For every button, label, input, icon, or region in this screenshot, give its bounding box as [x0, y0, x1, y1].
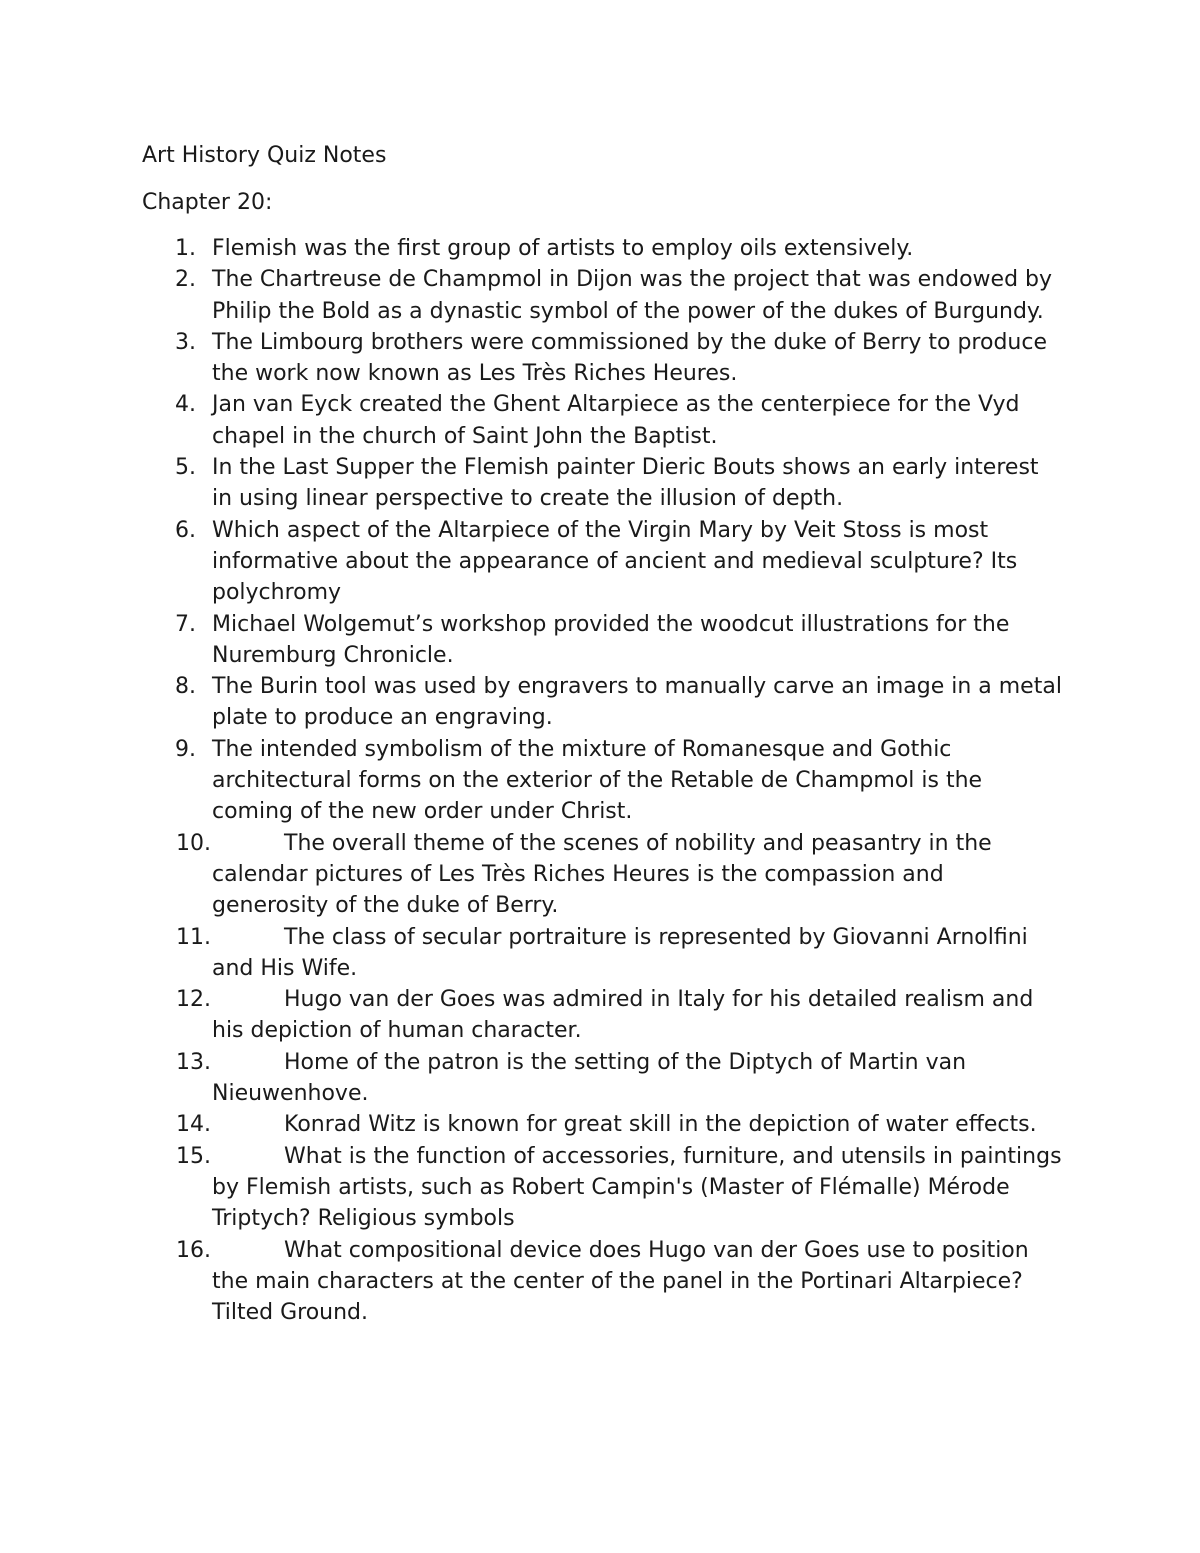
list-item — [142, 233, 1062, 264]
item-text: Which aspect of the Altarpiece of the Virgin Mary by Veit Stoss is most informative about the appearance of ancient and medieval sculpture? Its polychromy — [212, 517, 1018, 606]
list-item — [142, 1047, 1062, 1110]
document-title: Art History Quiz Notes — [142, 143, 387, 168]
item-number: 6. — [175, 517, 196, 543]
list-item — [142, 609, 1062, 672]
item-text: The Burin tool was used by engravers to manually carve an image in a metal plate to produce an engraving. — [212, 674, 1062, 731]
list-item — [142, 327, 1062, 390]
item-text: The class of secular portraiture is represented by Giovanni Arnolfini and His Wife. — [212, 924, 1028, 981]
list-item — [142, 671, 1062, 734]
list-item — [142, 452, 1062, 515]
item-text: Home of the patron is the setting of the Diptych of Martin van Nieuwenhove. — [212, 1049, 967, 1107]
item-text: Hugo van der Goes was admired in Italy for his detailed realism and his depiction of human character. — [212, 987, 1034, 1044]
list-item — [142, 264, 1062, 327]
list-item — [142, 389, 1062, 452]
item-text: The intended symbolism of the mixture of Romanesque and Gothic architectural forms on the exterior of the Retable de Champmol is the coming of the new order under Christ. — [212, 736, 983, 825]
item-number: 7. — [175, 611, 196, 637]
item-text: Konrad Witz is known for great skill in the depiction of water effects. — [284, 1112, 1037, 1138]
item-text: The overall theme of the scenes of nobility and peasantry in the calendar pictures of Les Très Riches Heures is the compassion and generosity of the duke of Berry. — [212, 830, 992, 919]
item-text: The Limbourg brothers were commissioned by the duke of Berry to produce the work now known as Les Très Riches Heures. — [212, 329, 1047, 387]
item-number: 13. — [176, 1049, 211, 1075]
item-number: 16. — [176, 1237, 211, 1263]
item-text: Michael Wolgemut’s workshop provided the woodcut illustrations for the Nuremburg Chronicle. — [212, 611, 1010, 668]
item-number: 2. — [175, 267, 196, 293]
item-number: 15. — [176, 1143, 211, 1169]
item-number: 4. — [175, 392, 196, 418]
item-text: Flemish was the first group of artists to employ oils extensively. — [212, 236, 914, 261]
item-number: 1. — [175, 236, 196, 261]
list-item — [142, 1235, 1062, 1329]
item-text: What compositional device does Hugo van der Goes use to position the main characters at the center of the panel in the Portinari Altarpiece? Tilted Ground. — [212, 1237, 1029, 1326]
item-number: 10. — [176, 830, 211, 856]
item-number: 3. — [175, 329, 196, 355]
item-number: 9. — [175, 736, 196, 762]
item-text: Jan van Eyck created the Ghent Altarpiece as the centerpiece for the Vyd chapel in the church of Saint John the Baptist. — [212, 392, 1020, 449]
item-number: 12. — [176, 987, 211, 1013]
item-text: What is the function of accessories, furniture, and utensils in paintings by Flemish artists, such as Robert Campin's (Master of Flémalle) Mérode Triptych? Religious symbols — [212, 1143, 1062, 1232]
item-number: 14. — [176, 1112, 211, 1138]
notes-list — [142, 233, 1062, 1328]
item-text: In the Last Supper the Flemish painter Dieric Bouts shows an early interest in using linear perspective to create the illusion of depth. — [212, 455, 1039, 512]
item-text: The Chartreuse de Champmol in Dijon was the project that was endowed by Philip the Bold as a dynastic symbol of the power of the dukes of Burgundy. — [212, 267, 1053, 324]
list-item — [142, 1141, 1062, 1235]
item-number: 8. — [175, 674, 196, 700]
chapter-heading: Chapter 20: — [142, 190, 273, 215]
item-number: 11. — [176, 924, 211, 950]
list-item — [142, 734, 1062, 828]
list-item — [142, 922, 1062, 985]
list-item — [142, 828, 1062, 922]
list-item — [142, 515, 1062, 609]
item-number: 5. — [175, 455, 196, 481]
list-item — [142, 1109, 1062, 1140]
list-item — [142, 984, 1062, 1047]
